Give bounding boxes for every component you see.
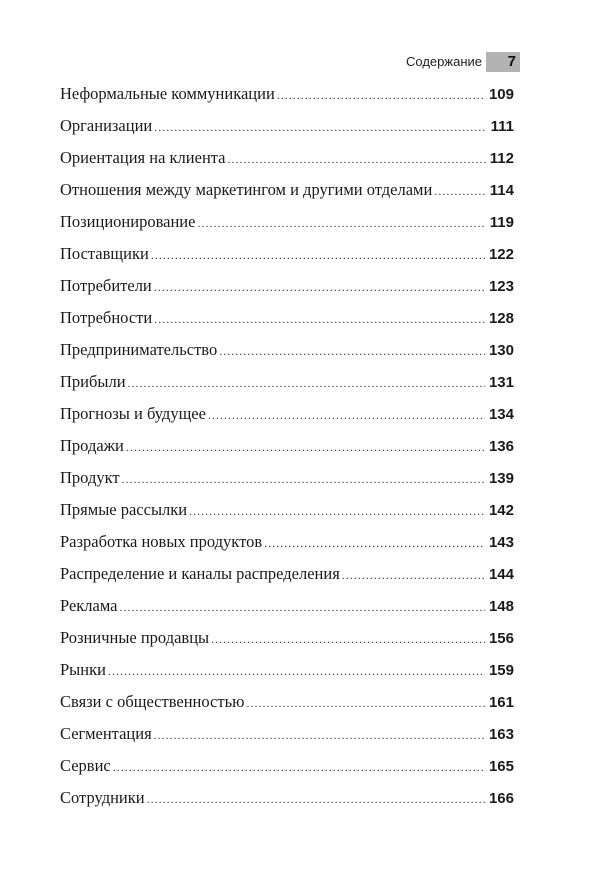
toc-entry-page: 119 [489, 214, 514, 231]
toc-entry-page: 163 [488, 726, 514, 743]
toc-entry-page: 139 [488, 470, 514, 487]
toc-entry-title: Сервис [60, 756, 111, 775]
toc-entry[interactable] [60, 596, 514, 628]
toc-entry-title: Реклама [60, 596, 118, 615]
toc-entry[interactable] [60, 692, 514, 724]
dot-leader [197, 216, 485, 231]
toc-entry[interactable] [60, 116, 514, 148]
toc-entry-page: 156 [488, 630, 514, 647]
dot-leader [113, 760, 485, 775]
toc-entry-title: Связи с общественностью [60, 692, 245, 711]
toc-entry-page: 159 [488, 662, 514, 679]
toc-entry-title: Продажи [60, 436, 124, 455]
dot-leader [120, 600, 485, 615]
toc-entry-page: 128 [488, 310, 514, 327]
toc-entry[interactable] [60, 532, 514, 564]
toc-entry-page: 112 [489, 150, 514, 167]
dot-leader [151, 248, 485, 263]
toc-entry-title: Организации [60, 116, 153, 135]
toc-entry[interactable] [60, 788, 514, 820]
dot-leader [208, 408, 485, 423]
toc-entry[interactable] [60, 180, 514, 212]
toc-entry-title: Потребители [60, 276, 152, 295]
dot-leader [154, 312, 485, 327]
toc-entry-title: Отношения между маркетингом и другими отделами [60, 180, 433, 199]
dot-leader [154, 280, 485, 295]
toc-entry[interactable] [60, 660, 514, 692]
toc-entry-page: 143 [488, 534, 514, 551]
toc-entry-page: 144 [488, 566, 514, 583]
toc-entry[interactable] [60, 372, 514, 404]
toc-entry-title: Неформальные коммуникации [60, 84, 275, 103]
toc-entry-title: Продукт [60, 468, 120, 487]
toc-entry-page: 161 [488, 694, 514, 711]
toc-entry-page: 114 [489, 182, 514, 199]
toc-entry-title: Прогнозы и будущее [60, 404, 206, 423]
dot-leader [277, 88, 485, 103]
toc-entry-title: Розничные продавцы [60, 628, 210, 647]
page-number: 7 [486, 52, 520, 72]
toc-entry[interactable] [60, 500, 514, 532]
section-label: Содержание [406, 54, 482, 69]
table-of-contents [60, 84, 514, 820]
toc-entry[interactable] [60, 468, 514, 500]
toc-entry-title: Позиционирование [60, 212, 196, 231]
toc-entry-page: 134 [488, 406, 514, 423]
toc-entry-page: 166 [488, 790, 514, 807]
toc-entry-page: 142 [488, 502, 514, 519]
toc-entry-title: Рынки [60, 660, 106, 679]
toc-entry-page: 165 [488, 758, 514, 775]
toc-entry-page: 122 [488, 246, 514, 263]
toc-entry[interactable] [60, 436, 514, 468]
toc-entry-title: Сотрудники [60, 788, 145, 807]
dot-leader [246, 696, 485, 711]
running-header [0, 52, 600, 72]
dot-leader [264, 536, 485, 551]
toc-entry[interactable] [60, 244, 514, 276]
dot-leader [108, 664, 485, 679]
dot-leader [228, 152, 486, 167]
toc-entry[interactable] [60, 756, 514, 788]
toc-entry-page: 123 [488, 278, 514, 295]
dot-leader [154, 120, 486, 135]
dot-leader [211, 632, 485, 647]
toc-entry[interactable] [60, 276, 514, 308]
toc-entry-title: Поставщики [60, 244, 149, 263]
dot-leader [122, 472, 485, 487]
dot-leader [147, 792, 485, 807]
toc-entry[interactable] [60, 564, 514, 596]
toc-entry[interactable] [60, 340, 514, 372]
toc-entry-page: 131 [488, 374, 514, 391]
dot-leader [189, 504, 485, 519]
toc-entry[interactable] [60, 308, 514, 340]
toc-entry-title: Потребности [60, 308, 153, 327]
toc-entry[interactable] [60, 404, 514, 436]
toc-entry-title: Прибыли [60, 372, 126, 391]
dot-leader [126, 440, 485, 455]
toc-entry-title: Ориентация на клиента [60, 148, 226, 167]
dot-leader [434, 184, 485, 199]
dot-leader [154, 728, 485, 743]
dot-leader [342, 568, 485, 583]
toc-entry-page: 136 [488, 438, 514, 455]
toc-entry-page: 130 [488, 342, 514, 359]
toc-entry-page: 109 [488, 86, 514, 103]
toc-entry-title: Распределение и каналы распределения [60, 564, 340, 583]
toc-entry-title: Прямые рассылки [60, 500, 188, 519]
toc-entry-title: Предпринимательство [60, 340, 218, 359]
toc-entry-title: Сегментация [60, 724, 152, 743]
toc-entry[interactable] [60, 84, 514, 116]
dot-leader [219, 344, 485, 359]
toc-entry-page: 148 [488, 598, 514, 615]
toc-entry-page: 111 [490, 118, 514, 135]
dot-leader [128, 376, 485, 391]
toc-entry-title: Разработка новых продуктов [60, 532, 263, 551]
toc-entry[interactable] [60, 628, 514, 660]
toc-entry[interactable] [60, 212, 514, 244]
toc-entry[interactable] [60, 724, 514, 756]
toc-entry[interactable] [60, 148, 514, 180]
